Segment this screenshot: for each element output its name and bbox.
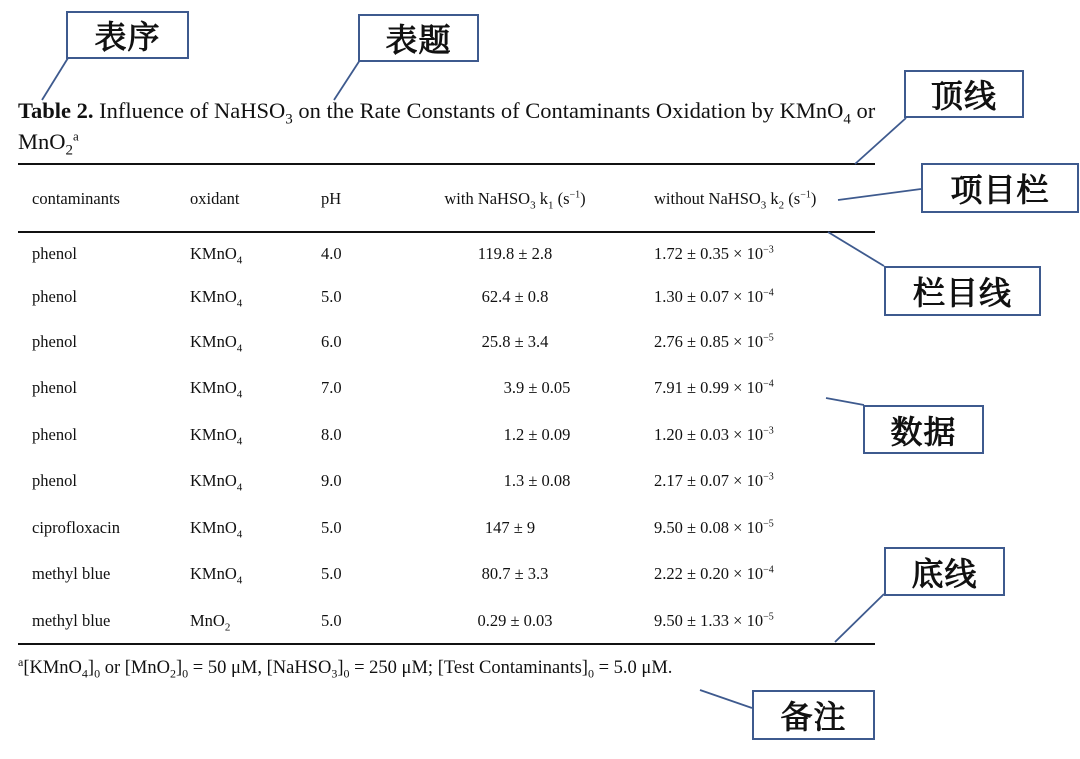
cell-k1: 0.29 ± 0.03 bbox=[477, 611, 553, 630]
cell-k1: 3.9 ± 0.05 bbox=[503, 378, 571, 397]
cell-ph: 6.0 bbox=[321, 332, 342, 351]
cell-contaminant: phenol bbox=[32, 378, 77, 397]
cell-k2: $9.50 \pm 0.08 \times 10^{-5}$ bbox=[654, 518, 774, 537]
leader-data bbox=[826, 398, 864, 405]
leader-header-rule bbox=[828, 232, 884, 266]
cell-k2: $1.20 \pm 0.03 \times 10^{-3}$ bbox=[654, 425, 774, 444]
leader-top-rule bbox=[855, 118, 906, 164]
cell-contaminant: ciprofloxacin bbox=[32, 518, 120, 537]
cell-k1: 119.8 ± 2.8 bbox=[477, 244, 553, 263]
cell-contaminant: phenol bbox=[32, 287, 77, 306]
annotation-data: 数据 bbox=[863, 405, 984, 454]
leader-note bbox=[700, 690, 752, 708]
leader-header-row bbox=[838, 189, 921, 200]
cell-ph: 7.0 bbox=[321, 378, 342, 397]
annotation-header-row: 项目栏 bbox=[921, 163, 1079, 213]
cell-ph: 8.0 bbox=[321, 425, 342, 444]
table-number: Table 2. bbox=[18, 98, 94, 123]
cell-ph: 9.0 bbox=[321, 471, 342, 490]
cell-oxidant: KMnO$_4$ bbox=[190, 332, 243, 355]
annotation-note: 备注 bbox=[752, 690, 875, 740]
leader-table-number bbox=[42, 58, 68, 100]
cell-k2: $1.30 \pm 0.07 \times 10^{-4}$ bbox=[654, 287, 774, 306]
table-caption: Table 2. Influence of NaHSO$_3$ on the Rate Constants of Contaminants Oxidation by KMnO$_4$ or MnO$_2^a$ bbox=[18, 98, 876, 159]
cell-contaminant: phenol bbox=[32, 471, 77, 490]
annotation-bottom-rule: 底线 bbox=[884, 547, 1005, 596]
cell-contaminant: phenol bbox=[32, 332, 77, 351]
leader-bottom-rule bbox=[835, 594, 884, 642]
annotation-table-title: 表题 bbox=[358, 14, 479, 62]
cell-k1: 147 ± 9 bbox=[484, 518, 536, 537]
cell-contaminant: phenol bbox=[32, 244, 77, 263]
cell-oxidant: MnO$_2$ bbox=[190, 611, 231, 634]
cell-ph: 4.0 bbox=[321, 244, 342, 263]
header-k2: without NaHSO$_3$ $k_2$ $(s^{-1})$ bbox=[654, 189, 817, 212]
cell-contaminant: phenol bbox=[32, 425, 77, 444]
table-footnote: $^a[KMnO_4]_0$ or $[MnO_2]_0 = 50$ μM, $[NaHSO_3]_0 = 250$ μM; [Test $Contaminants]_0 = 5.0$ μM. bbox=[18, 654, 673, 681]
header-k1: with NaHSO$_3$ $k_1$ $(s^{-1})$ bbox=[444, 189, 586, 212]
cell-k1: 62.4 ± 0.8 bbox=[481, 287, 549, 306]
annotation-header-rule: 栏目线 bbox=[884, 266, 1041, 316]
cell-k2: $9.50 \pm 1.33 \times 10^{-5}$ bbox=[654, 611, 774, 630]
cell-k1: 1.3 ± 0.08 bbox=[503, 471, 571, 490]
header-contaminants: contaminants bbox=[32, 189, 120, 208]
cell-k1: 25.8 ± 3.4 bbox=[481, 332, 549, 351]
cell-oxidant: KMnO$_4$ bbox=[190, 518, 243, 541]
cell-k2: $2.17 \pm 0.07 \times 10^{-3}$ bbox=[654, 471, 774, 490]
cell-ph: 5.0 bbox=[321, 611, 342, 630]
cell-oxidant: KMnO$_4$ bbox=[190, 471, 243, 494]
header-ph: pH bbox=[321, 189, 342, 208]
cell-k2: $2.76 \pm 0.85 \times 10^{-5}$ bbox=[654, 332, 774, 351]
annotation-table-number: 表序 bbox=[66, 11, 189, 59]
cell-k2: $7.91 \pm 0.99 \times 10^{-4}$ bbox=[654, 378, 774, 397]
cell-oxidant: KMnO$_4$ bbox=[190, 564, 243, 587]
cell-k1: 1.2 ± 0.09 bbox=[503, 425, 571, 444]
cell-ph: 5.0 bbox=[321, 287, 342, 306]
leader-table-title bbox=[334, 60, 360, 100]
cell-contaminant: methyl blue bbox=[32, 611, 111, 630]
cell-ph: 5.0 bbox=[321, 518, 342, 537]
cell-k2: $1.72 \pm 0.35 \times 10^{-3}$ bbox=[654, 244, 774, 263]
cell-oxidant: KMnO$_4$ bbox=[190, 378, 243, 401]
annotation-top-rule: 顶线 bbox=[904, 70, 1024, 118]
cell-k2: $2.22 \pm 0.20 \times 10^{-4}$ bbox=[654, 564, 774, 583]
cell-contaminant: methyl blue bbox=[32, 564, 111, 583]
cell-oxidant: KMnO$_4$ bbox=[190, 287, 243, 310]
cell-oxidant: KMnO$_4$ bbox=[190, 244, 243, 267]
cell-ph: 5.0 bbox=[321, 564, 342, 583]
header-oxidant: oxidant bbox=[190, 189, 240, 208]
cell-k1: 80.7 ± 3.3 bbox=[481, 564, 549, 583]
cell-oxidant: KMnO$_4$ bbox=[190, 425, 243, 448]
